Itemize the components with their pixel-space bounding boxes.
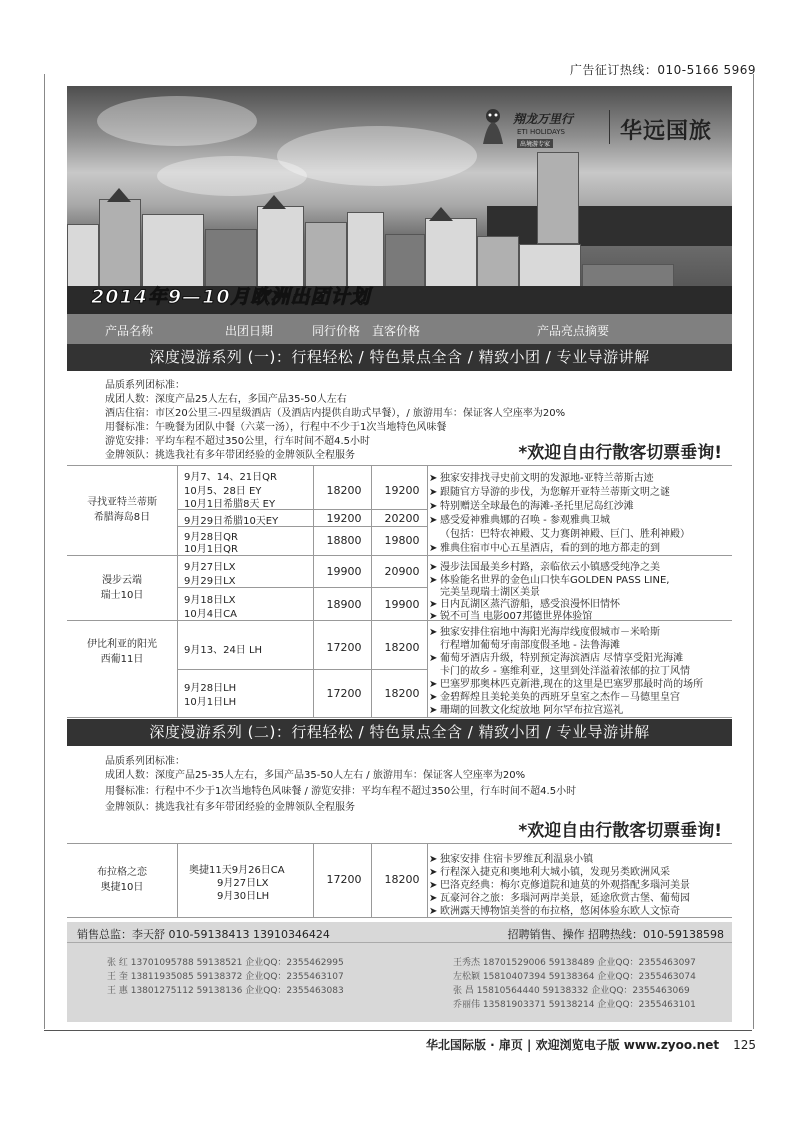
rule [313, 843, 314, 917]
col-product: 产品名称 [105, 324, 154, 338]
depart-date: 9月27日LX [184, 562, 236, 573]
depart-date: 9月30日LH [217, 891, 270, 902]
std-line: 酒店住宿：市区20公里三-四星级酒店（及酒店内提供自助式早餐），/ 旅游用车：保证客人空座率为20% [105, 408, 566, 419]
footer-rule [44, 1030, 752, 1031]
peer-price: 18900 [326, 598, 362, 611]
depart-date: 9月28日QR [184, 532, 238, 543]
logo-tagline: 出境游专家 [517, 139, 553, 148]
banner-photo [67, 86, 732, 314]
std-line: 用餐标准：午晚餐为团队中餐（六菜一汤），行程中不少于1次当地特色风味餐 [105, 422, 447, 433]
product-duration: 希腊海岛8日 [93, 512, 151, 523]
depart-date: 9月28日LH [184, 683, 237, 694]
peer-price: 19900 [326, 565, 362, 578]
product-duration: 奥捷10日 [100, 882, 144, 893]
highlight: ➤ 锐不可当 电影007邦德世界体验馆 [429, 611, 593, 622]
series2-table [67, 843, 732, 917]
product-name [69, 495, 175, 525]
depart-date: 9月13、24日 LH [184, 645, 263, 656]
building [425, 218, 477, 296]
product-name [69, 865, 175, 895]
highlight: ➤ 特别赠送全球最色的海滩-圣托里尼岛红沙滩 [429, 501, 634, 512]
peer-price: 17200 [326, 641, 362, 654]
arrow-icon: ➤ [429, 473, 438, 484]
highlight: ➤ 珊瑚的回教文化绽放地 阿尔罕布拉宫巡礼 [429, 705, 624, 716]
series2-title: 深度漫游系列 (二)：行程轻松 / 特色景点全含 / 精致小团 / 专业导游讲解 [67, 719, 732, 746]
dragon-mascot-icon [477, 106, 509, 146]
footer [426, 1036, 756, 1053]
roof [429, 207, 453, 221]
welcome-note: *欢迎自由行散客切票垂询! [518, 821, 722, 841]
brand-name: 华远国旅 [620, 119, 713, 144]
highlight: 卡门的故乡 - 塞维利亚，这里到处洋溢着浓郁的拉丁风情 [440, 666, 690, 677]
rule [67, 917, 732, 918]
arrow-icon: ➤ [429, 487, 438, 498]
recruit-line: 招聘销售、操作 招聘热线：010-59138598 [507, 928, 724, 941]
direct-price: 18200 [384, 641, 420, 654]
std-line: 成团人数：深度产品25人左右，多国产品35-50人左右 [105, 394, 347, 405]
logo-divider [609, 110, 610, 144]
roof [107, 188, 131, 202]
sales-contact: 左松颖 15810407394 59138364 企业QQ：2355463074 [453, 972, 696, 982]
std-line: 用餐标准：行程中不少于1次当地特色风味餐 / 游览安排：平均车程不超过350公里，行车时间不超4.5小时 [105, 786, 577, 797]
std-line: 金牌领队：挑选我社有多年带团经验的金牌领队全程服务 [105, 802, 355, 813]
peer-price: 17200 [326, 687, 362, 700]
depart-date: 奥捷11天9月26日CA [189, 865, 285, 876]
direct-price: 19200 [384, 484, 420, 497]
rule [67, 717, 732, 718]
rule [67, 620, 732, 621]
depart-date: 10月1日希腊8天 EY [184, 499, 276, 510]
footer-note: 华北国际版 · 扉页 | 欢迎浏览电子版 www.zyoo.net [425, 1038, 720, 1052]
arrow-icon: ➤ [429, 562, 438, 573]
arrow-icon: ➤ [429, 893, 438, 904]
arrow-icon: ➤ [429, 906, 438, 917]
highlight: ➤ 雅典住宿市中心五星酒店，看的到的地方都走的到 [429, 543, 660, 554]
rule [177, 843, 178, 917]
welcome-note: *欢迎自由行散客切票垂询! [518, 443, 722, 463]
rule [313, 465, 314, 717]
arrow-icon: ➤ [429, 679, 438, 690]
sea [487, 206, 732, 246]
depart-date: 10月1日QR [184, 544, 238, 555]
product-duration: 瑞士10日 [100, 590, 144, 601]
cloud [277, 126, 477, 186]
direct-price: 19900 [384, 598, 420, 611]
highlight: ➤ 瓦豪河谷之旅：多瑙河两岸美景，延途欣赏古堡、葡萄园 [429, 893, 690, 904]
series1-table [67, 465, 732, 717]
cloud [97, 96, 257, 146]
product-title: 布拉格之恋 [97, 867, 147, 878]
arrow-icon: ➤ [429, 611, 438, 622]
banner-title: 2014年9—10月欧洲出团计划 [91, 286, 371, 308]
arrow-icon: ➤ [429, 692, 438, 703]
highlight: ➤ 体验能名世界的金色山口快车GOLDEN PASS LINE, [429, 575, 670, 586]
std-line: 成团人数：深度产品25-35人左右，多国产品35-50人左右 / 旅游用车：保证客人空座率为20% [105, 770, 526, 781]
roof [262, 195, 286, 209]
depart-date: 9月7、14、21日QR [184, 472, 277, 483]
direct-price: 18200 [384, 687, 420, 700]
highlight: ➤ 独家安排找寻史前文明的发源地-亚特兰蒂斯古迹 [429, 473, 654, 484]
depart-date: 10月1日LH [184, 697, 237, 708]
peer-price: 17200 [326, 873, 362, 886]
page-number: 125 [733, 1038, 756, 1052]
col-peer-price: 同行价格 [312, 324, 361, 338]
depart-date: 9月29日LX [184, 576, 236, 587]
highlight: 完美呈现瑞士湖区美景 [440, 587, 540, 598]
logo-english: ETI HOLIDAYS [517, 128, 565, 136]
series1-title: 深度漫游系列 (一)：行程轻松 / 特色景点全含 / 精致小团 / 专业导游讲解 [67, 344, 732, 371]
highlight: ➤ 独家安排 住宿卡罗维瓦利温泉小镇 [429, 854, 594, 865]
direct-price: 19800 [384, 534, 420, 547]
series2-standards [67, 750, 732, 842]
direct-price: 18200 [384, 873, 420, 886]
arrow-icon: ➤ [429, 627, 438, 638]
arrow-icon: ➤ [429, 880, 438, 891]
sales-contacts [67, 922, 732, 1022]
rule [427, 465, 428, 717]
peer-price: 19200 [326, 512, 362, 525]
highlight: ➤ 欧洲露天博物馆美誉的布拉格，悠闲体验东欧人文惊奇 [429, 906, 680, 917]
highlight: ➤ 巴洛克经典：梅尔克修道院和迪莫的外观搭配多瑙河美景 [429, 880, 690, 891]
arrow-icon: ➤ [429, 653, 438, 664]
depart-date: 9月27日LX [217, 878, 269, 889]
rule [371, 465, 372, 717]
highlight: ➤ 日内瓦湖区蒸汽游船，感受浪漫怀旧情怀 [429, 599, 620, 610]
logo [477, 102, 722, 154]
product-name [69, 637, 175, 667]
arrow-icon: ➤ [429, 867, 438, 878]
col-direct-price: 直客价格 [372, 324, 421, 338]
depart-date: 9月29日希腊10天EY [184, 516, 279, 527]
column-header-bar [67, 314, 732, 344]
series1-standards [67, 374, 732, 464]
product-duration: 西葡11日 [100, 654, 144, 665]
std-line: 金牌领队：挑选我社有多年带团经验的金牌领队全程服务 [105, 450, 355, 461]
rule [67, 843, 732, 844]
highlight: 行程增加葡萄牙南部度假圣地 - 法鲁海滩 [440, 640, 620, 651]
arrow-icon: ➤ [429, 575, 438, 586]
highlight: ➤ 葡萄牙酒店升级，特别预定海滨酒店 尽情享受阳光海滩 [429, 653, 684, 664]
sales-contact: 张 昌 15810564440 59138332 企业QQ：2355463069 [453, 986, 690, 996]
arrow-icon: ➤ [429, 854, 438, 865]
arrow-icon: ➤ [429, 543, 438, 554]
sales-contact: 王 惠 13801275112 59138136 企业QQ：2355463083 [107, 986, 344, 996]
sales-contact: 王秀杰 18701529006 59138489 企业QQ：2355463097 [453, 958, 696, 968]
sales-contact: 王 奎 13811935085 59138372 企业QQ：2355463107 [107, 972, 344, 982]
rule [177, 587, 427, 588]
col-date: 出团日期 [225, 324, 274, 338]
product-title: 寻找亚特兰蒂斯 [87, 497, 157, 508]
rule [177, 669, 427, 670]
arrow-icon: ➤ [429, 599, 438, 610]
product-name [69, 573, 175, 603]
peer-price: 18200 [326, 484, 362, 497]
rule [67, 555, 732, 556]
std-title: 品质系列团标准： [105, 380, 185, 391]
arrow-icon: ➤ [429, 515, 438, 526]
highlight: ➤ 漫步法国最美乡村路，亲临依云小镇感受纯净之美 [429, 562, 660, 573]
highlight: ➤ 金碧辉煌且美轮美奂的西班牙皇室之杰作－马德里皇宫 [429, 692, 680, 703]
sales-director: 销售总监：李天舒 010-59138413 13910346424 [77, 928, 330, 941]
highlight: ➤ 巴塞罗那奥林匹克新港,现在的这里是巴塞罗那最时尚的场所 [429, 679, 704, 690]
building [537, 152, 579, 244]
sales-contact: 张 红 13701095788 59138521 企业QQ：2355462995 [107, 958, 344, 968]
rule [177, 465, 178, 717]
col-highlights: 产品亮点摘要 [537, 324, 610, 338]
highlight: ➤ 跟随官方导游的步伐，为您解开亚特兰蒂斯文明之谜 [429, 487, 670, 498]
product-title: 伊比利亚的阳光 [87, 639, 157, 650]
peer-price: 18800 [326, 534, 362, 547]
ad-hotline: 广告征订热线：010-5166 5969 [569, 63, 756, 77]
highlight: ➤ 独家安排住宿地中海阳光海岸线度假城市－米哈斯 [429, 627, 660, 638]
cloud [157, 156, 307, 196]
highlight: （包括：巴特农神殿、艾力赛朗神殿、巨门、胜利神殿） [440, 529, 690, 540]
std-title: 品质系列团标准： [105, 756, 185, 767]
arrow-icon: ➤ [429, 705, 438, 716]
depart-date: 10月4日CA [184, 609, 237, 620]
direct-price: 20900 [384, 565, 420, 578]
std-line: 游览安排：平均车程不超过350公里，行车时间不超4.5小时 [105, 436, 370, 447]
highlight: ➤ 感受爱神雅典娜的召唤 - 参观雅典卫城 [429, 515, 610, 526]
logo-name: 翔龙万里行 [513, 112, 574, 126]
depart-date: 10月5、28日 EY [184, 486, 262, 497]
depart-date: 9月18日LX [184, 595, 236, 606]
sales-header [67, 922, 732, 943]
product-title: 漫步云端 [102, 575, 142, 586]
direct-price: 20200 [384, 512, 420, 525]
highlight: ➤ 行程深入捷克和奥地利大城小镇，发现另类欧洲风采 [429, 867, 670, 878]
rule [67, 465, 732, 466]
sales-contact: 乔丽伟 13581903371 59138214 企业QQ：2355463101 [453, 1000, 696, 1010]
arrow-icon: ➤ [429, 501, 438, 512]
